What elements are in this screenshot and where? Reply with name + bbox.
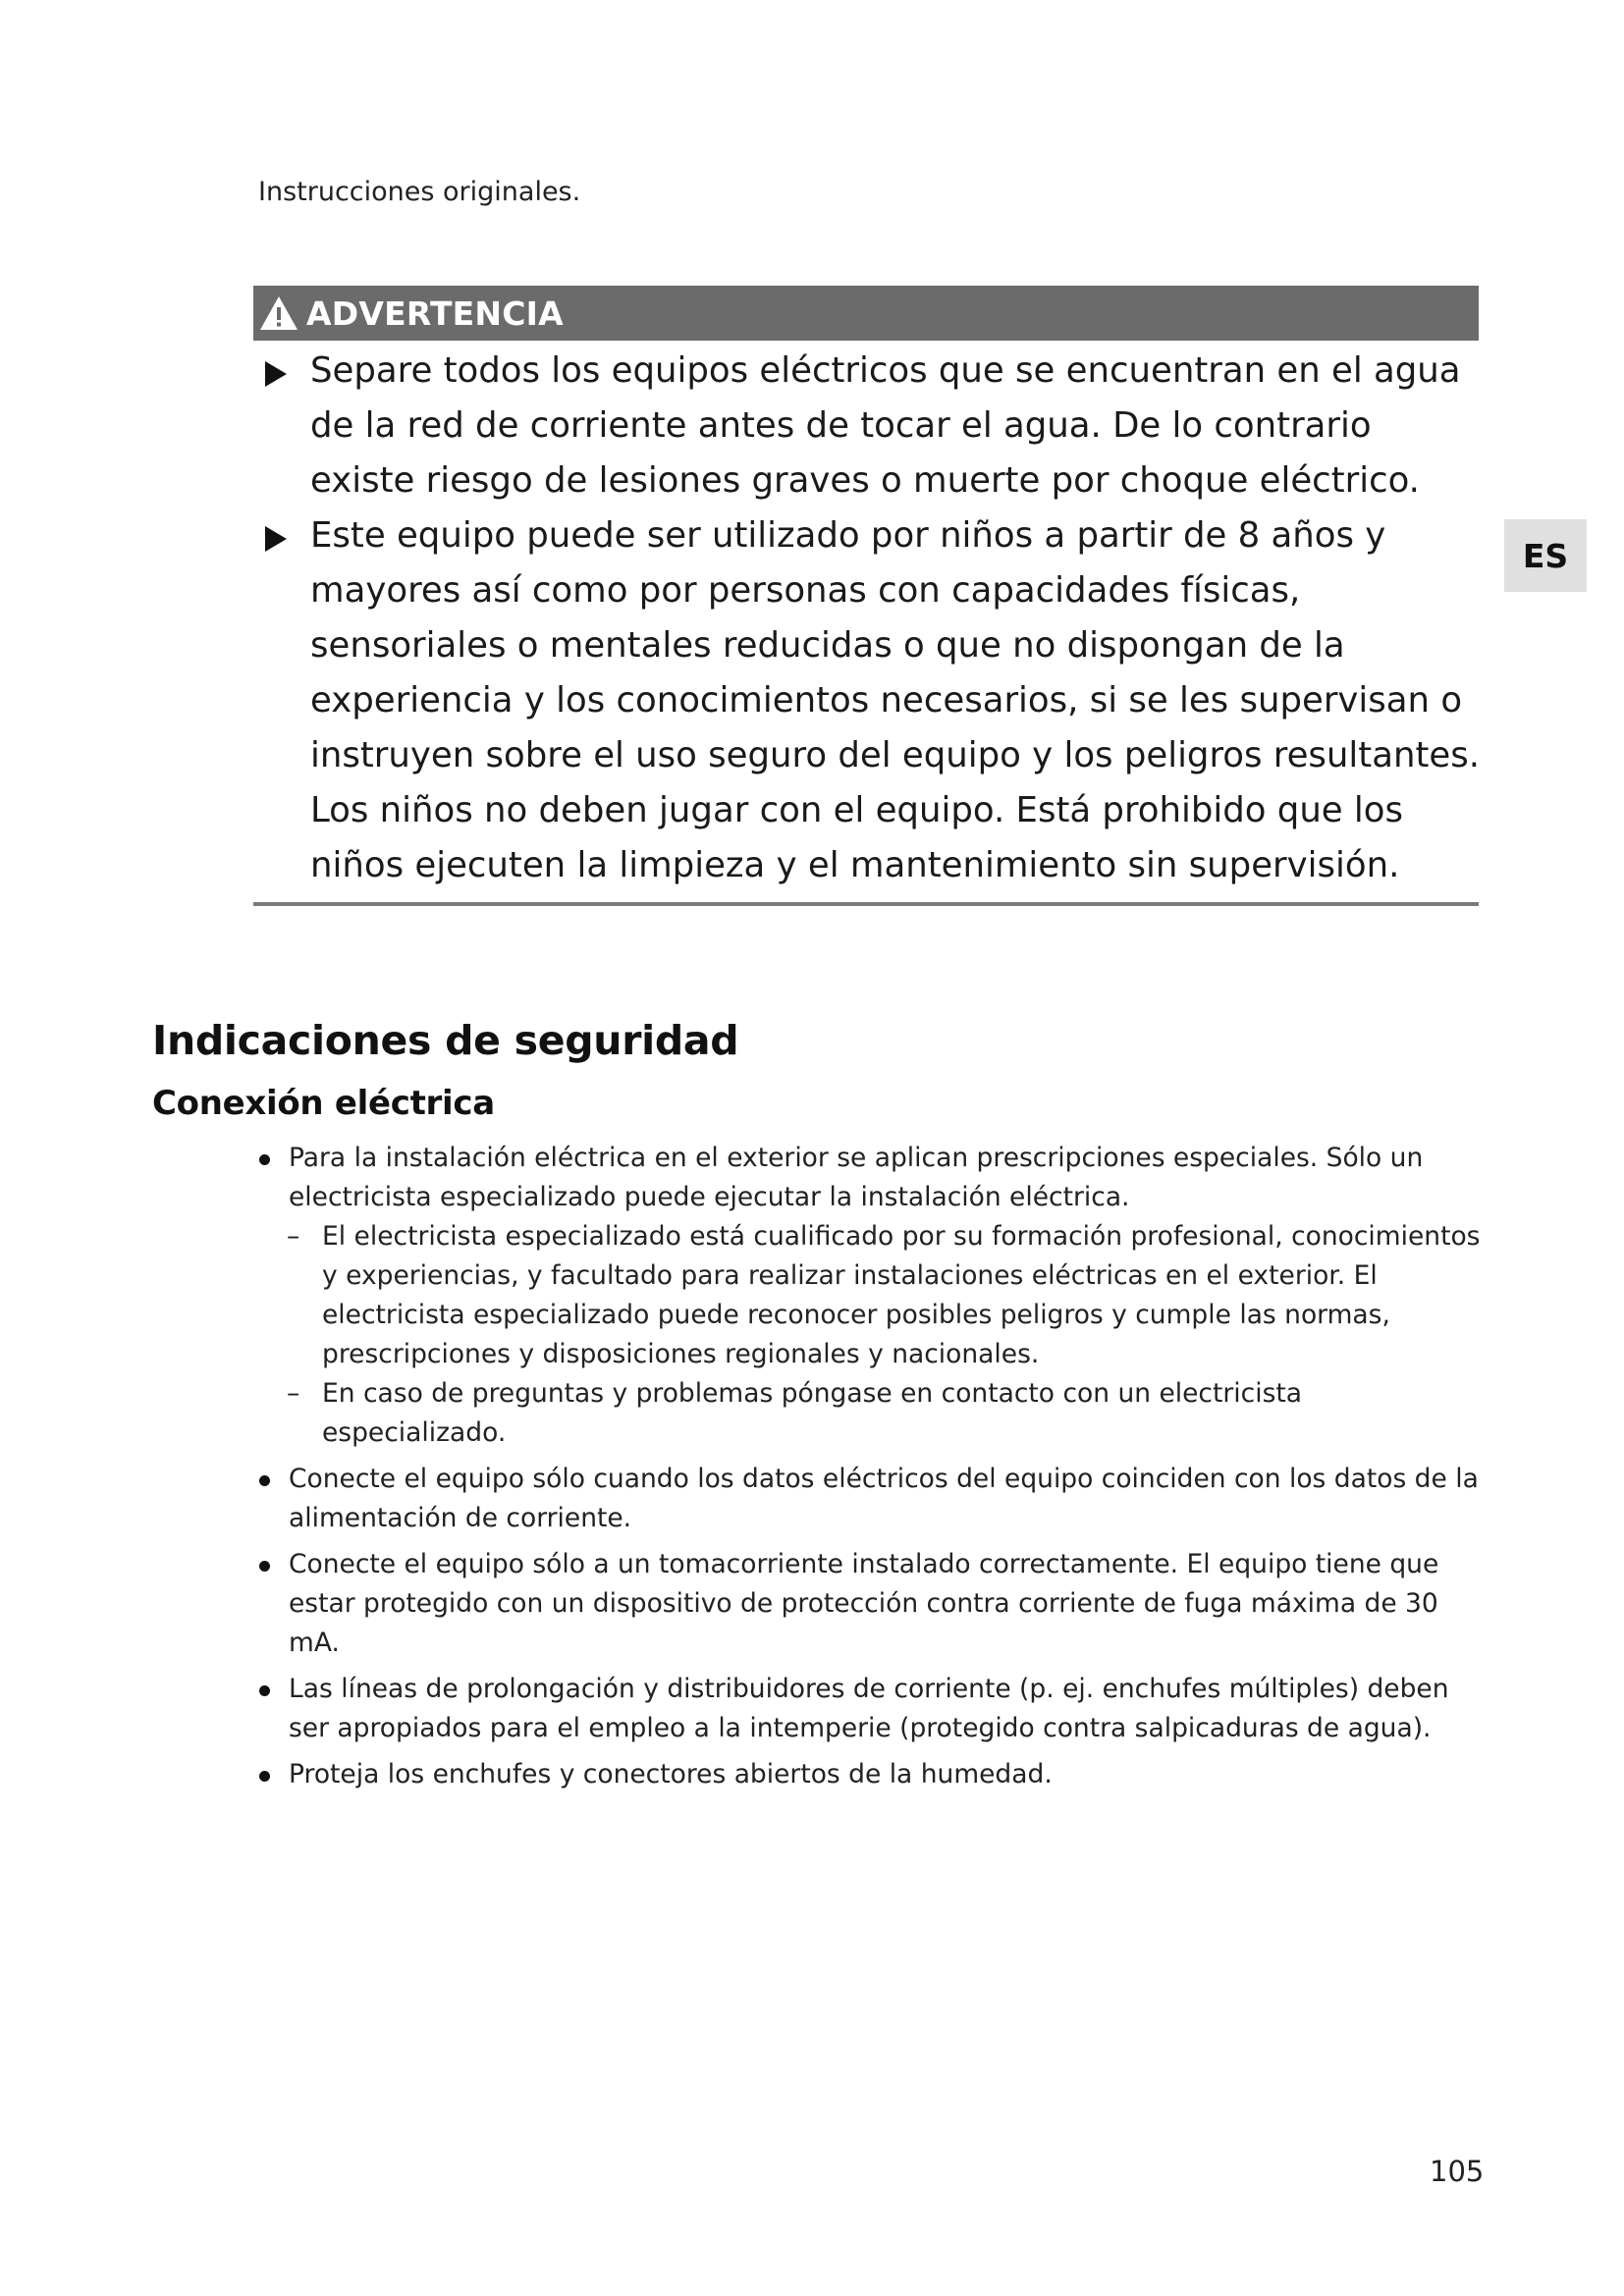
warning-divider [253,902,1479,906]
header-note: Instrucciones originales. [258,177,581,207]
list-item-text: Conecte el equipo sólo cuando los datos eléctricos del equipo coinciden con los datos de la alimentación de corriente. [289,1464,1479,1533]
bullet-icon [259,1685,270,1696]
dash-icon: – [287,1378,300,1409]
list-item [257,1545,1485,1663]
dash-icon: – [287,1221,300,1252]
sub-list-item-text: En caso de preguntas y problemas póngase en contacto con un electricista especializado. [322,1378,1303,1448]
section-subtitle: Conexión eléctrica [152,1084,495,1123]
warning-header [253,286,1479,341]
warning-list [257,344,1485,893]
sub-list [287,1217,1485,1453]
warning-item [257,508,1485,893]
sub-list-item [287,1374,1485,1453]
sub-list-item-text: El electricista especializado está cualificado por su formación profesional, conocimientos y experiencias, y facultado para realizar instalaciones eléctricas en el exterior. El electricista especializado puede reconocer posibles peligros y cumple las normas, prescripciones y disposiciones regionales y nacionales. [322,1221,1481,1369]
list-item [257,1670,1485,1748]
language-tab: ES [1504,519,1587,592]
arrow-bullet-icon [265,526,287,552]
page-number: 105 [1430,2155,1485,2188]
list-item [257,1755,1485,1794]
warning-item-text: Separe todos los equipos eléctricos que se encuentran en el agua de la red de corriente antes de tocar el agua. De lo contrario existe riesgo de lesiones graves o muerte por choque eléctrico. [310,350,1461,501]
bullet-icon [259,1561,270,1572]
list-item-text: Las líneas de prolongación y distribuidores de corriente (p. ej. enchufes múltiples) deben ser apropiados para el empleo a la intemperie (protegido contra salpicaduras de agua). [289,1674,1449,1743]
list-item-text: Para la instalación eléctrica en el exterior se aplican prescripciones especiales. Sólo un electricista especializado puede ejecutar la instalación eléctrica. [289,1143,1424,1212]
bullet-icon [259,1154,270,1165]
safety-list [257,1139,1485,1794]
list-item-text: Proteja los enchufes y conectores abiertos de la humedad. [289,1759,1053,1789]
list-item [257,1460,1485,1538]
bullet-icon [259,1771,270,1782]
list-item-text: Conecte el equipo sólo a un tomacorriente instalado correctamente. El equipo tiene que estar protegido con un dispositivo de protección contra corriente de fuga máxima de 30 mA. [289,1549,1439,1658]
warning-triangle-icon [257,294,300,333]
arrow-bullet-icon [265,361,287,387]
section-title: Indicaciones de seguridad [152,1017,739,1064]
warning-item-text: Este equipo puede ser utilizado por niños a partir de 8 años y mayores así como por personas con capacidades físicas, sensoriales o mentales reducidas o que no dispongan de la experiencia y los conocimientos necesarios, si se les supervisan o instruyen sobre el uso seguro del equipo y los peligros resultantes. Los niños no deben jugar con el equipo. Está prohibido que los niños ejecuten la limpieza y el mantenimiento sin supervisión. [310,515,1481,885]
bullet-icon [259,1475,270,1486]
sub-list-item [287,1217,1485,1374]
list-item [257,1139,1485,1453]
warning-title: ADVERTENCIA [306,294,564,333]
warning-item [257,344,1485,508]
